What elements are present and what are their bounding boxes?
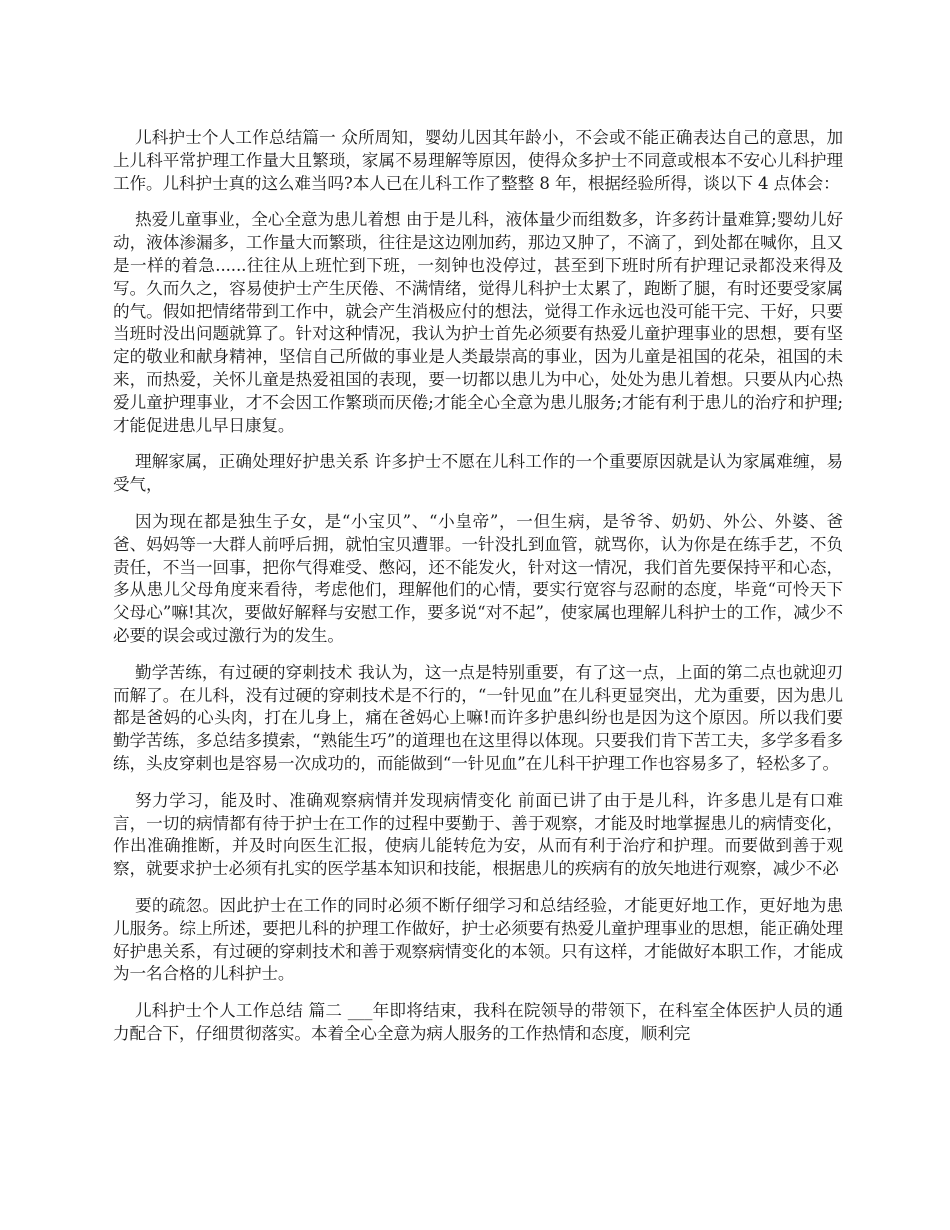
paragraph-point-3: 勤学苦练，有过硬的穿刺技术 我认为，这一点是特别重要，有了这一点，上面的第二点也就迎刃而解了。在儿科，没有过硬的穿刺技术是不行的，“一针见血”在儿科更显突出，尤为重要，因为患儿都是爸妈的心头肉，打在儿身上，痛在爸妈心上嘛!而许多护患纠纷也是因为这个原因。所以我们要勤学苦练，多总结多摸索，“熟能生巧”的道理也在这里得以体现。只要我们肯下苦工夫，多学多看多练，头皮穿刺也是容易一次成功的，而能做到“一针见血”在儿科干护理工作也容易多了，轻松多了。 [113,662,843,773]
document-body [113,127,843,1060]
paragraph-intro: 儿科护士个人工作总结篇一 众所周知，婴幼儿因其年龄小，不会或不能正确表达自己的意思，加上儿科平常护理工作量大且繁琐，家属不易理解等原因，使得众多护士不同意或根本不安心儿科护理工作。儿科护士真的这么难当吗?本人已在儿科工作了整整 8 年，根据经验所得，谈以下 4 点体会： [113,128,843,193]
paragraph-point-2: 理解家属，正确处理好护患关系 许多护士不愿在儿科工作的一个重要原因就是认为家属难缠，易受气， [113,452,843,495]
paragraph-point-2-detail: 因为现在都是独生子女，是“小宝贝”、“小皇帝”，一但生病，是爷爷、奶奶、外公、外婆、爸爸、妈妈等一大群人前呼后拥，就怕宝贝遭罪。一针没扎到血管，就骂你，认为你是在练手艺，不负责任，不当一回事，把你气得难受、憋闷，还不能发火，针对这一情况，我们首先要保持平和心态，多从患儿父母角度来看待，考虑他们，理解他们的心情，要实行宽容与忍耐的态度，毕竟“可怜天下父母心”嘛!其次，要做好解释与安慰工作，要多说“对不起”，使家属也理解儿科护士的工作，减少不必要的误会或过激行为的发生。 [113,511,843,645]
paragraph-point-4: 努力学习，能及时、准确观察病情并发现病情变化 前面已讲了由于是儿科，许多患儿是有口难言，一切的病情都有待于护士在工作的过程中要勤于、善于观察，才能及时地掌握患儿的病情变化，作出准确推断，并及时向医生汇报，使病儿能转危为安，从而有利于治疗和护理。而要做到善于观察，就要求护士必须有扎实的医学基本知识和技能，根据患儿的疾病有的放矢地进行观察，减少不必 [113,790,843,879]
paragraph-summary: 要的疏忽。因此护士在工作的同时必须不断仔细学习和总结经验，才能更好地工作，更好地为患儿服务。综上所述，要把儿科的护理工作做好，护士必须要有热爱儿童护理事业的思想，能正确处理好护患关系，有过硬的穿刺技术和善于观察病情变化的本领。只有这样，才能做好本职工作，才能成为一名合格的儿科护士。 [113,895,843,984]
paragraph-point-1: 热爱儿童事业，全心全意为患儿着想 由于是儿科，液体量少而组数多，许多药计量难算;婴幼儿好动，液体渗漏多，工作量大而繁琐，往往是这边刚加药，那边又肿了，不滴了，到处都在喊你，且又是一样的着急......往往从上班忙到下班，一刻钟也没停过，甚至到下班时所有护理记录都没来得及写。久而久之，容易使护士产生厌倦、不满情绪，觉得儿科护士太累了，跑断了腿，有时还要受家属的气。假如把情绪带到工作中，就会产生消极应付的想法，觉得工作永远也没可能干完、干好，只要当班时没出问题就算了。针对这种情况，我认为护士首先必须要有热爱儿童护理事业的思想，要有坚定的敬业和献身精神，坚信自己所做的事业是人类最崇高的事业，因为儿童是祖国的花朵，祖国的未来，而热爱，关怀儿童是热爱祖国的表现，要一切都以患儿为中心，处处为患儿着想。只要从内心热爱儿童护理事业，才不会因工作繁琐而厌倦;才能全心全意为患儿服务;才能有利于患儿的治疗和护理;才能促进患儿早日康复。 [113,210,843,435]
paragraph-part-two: 儿科护士个人工作总结 篇二 ___年即将结束，我科在院领导的带领下，在科室全体医护人员的通力配合下，仔细贯彻落实。本着全心全意为病人服务的工作热情和态度，顺利完 [113,1001,843,1043]
